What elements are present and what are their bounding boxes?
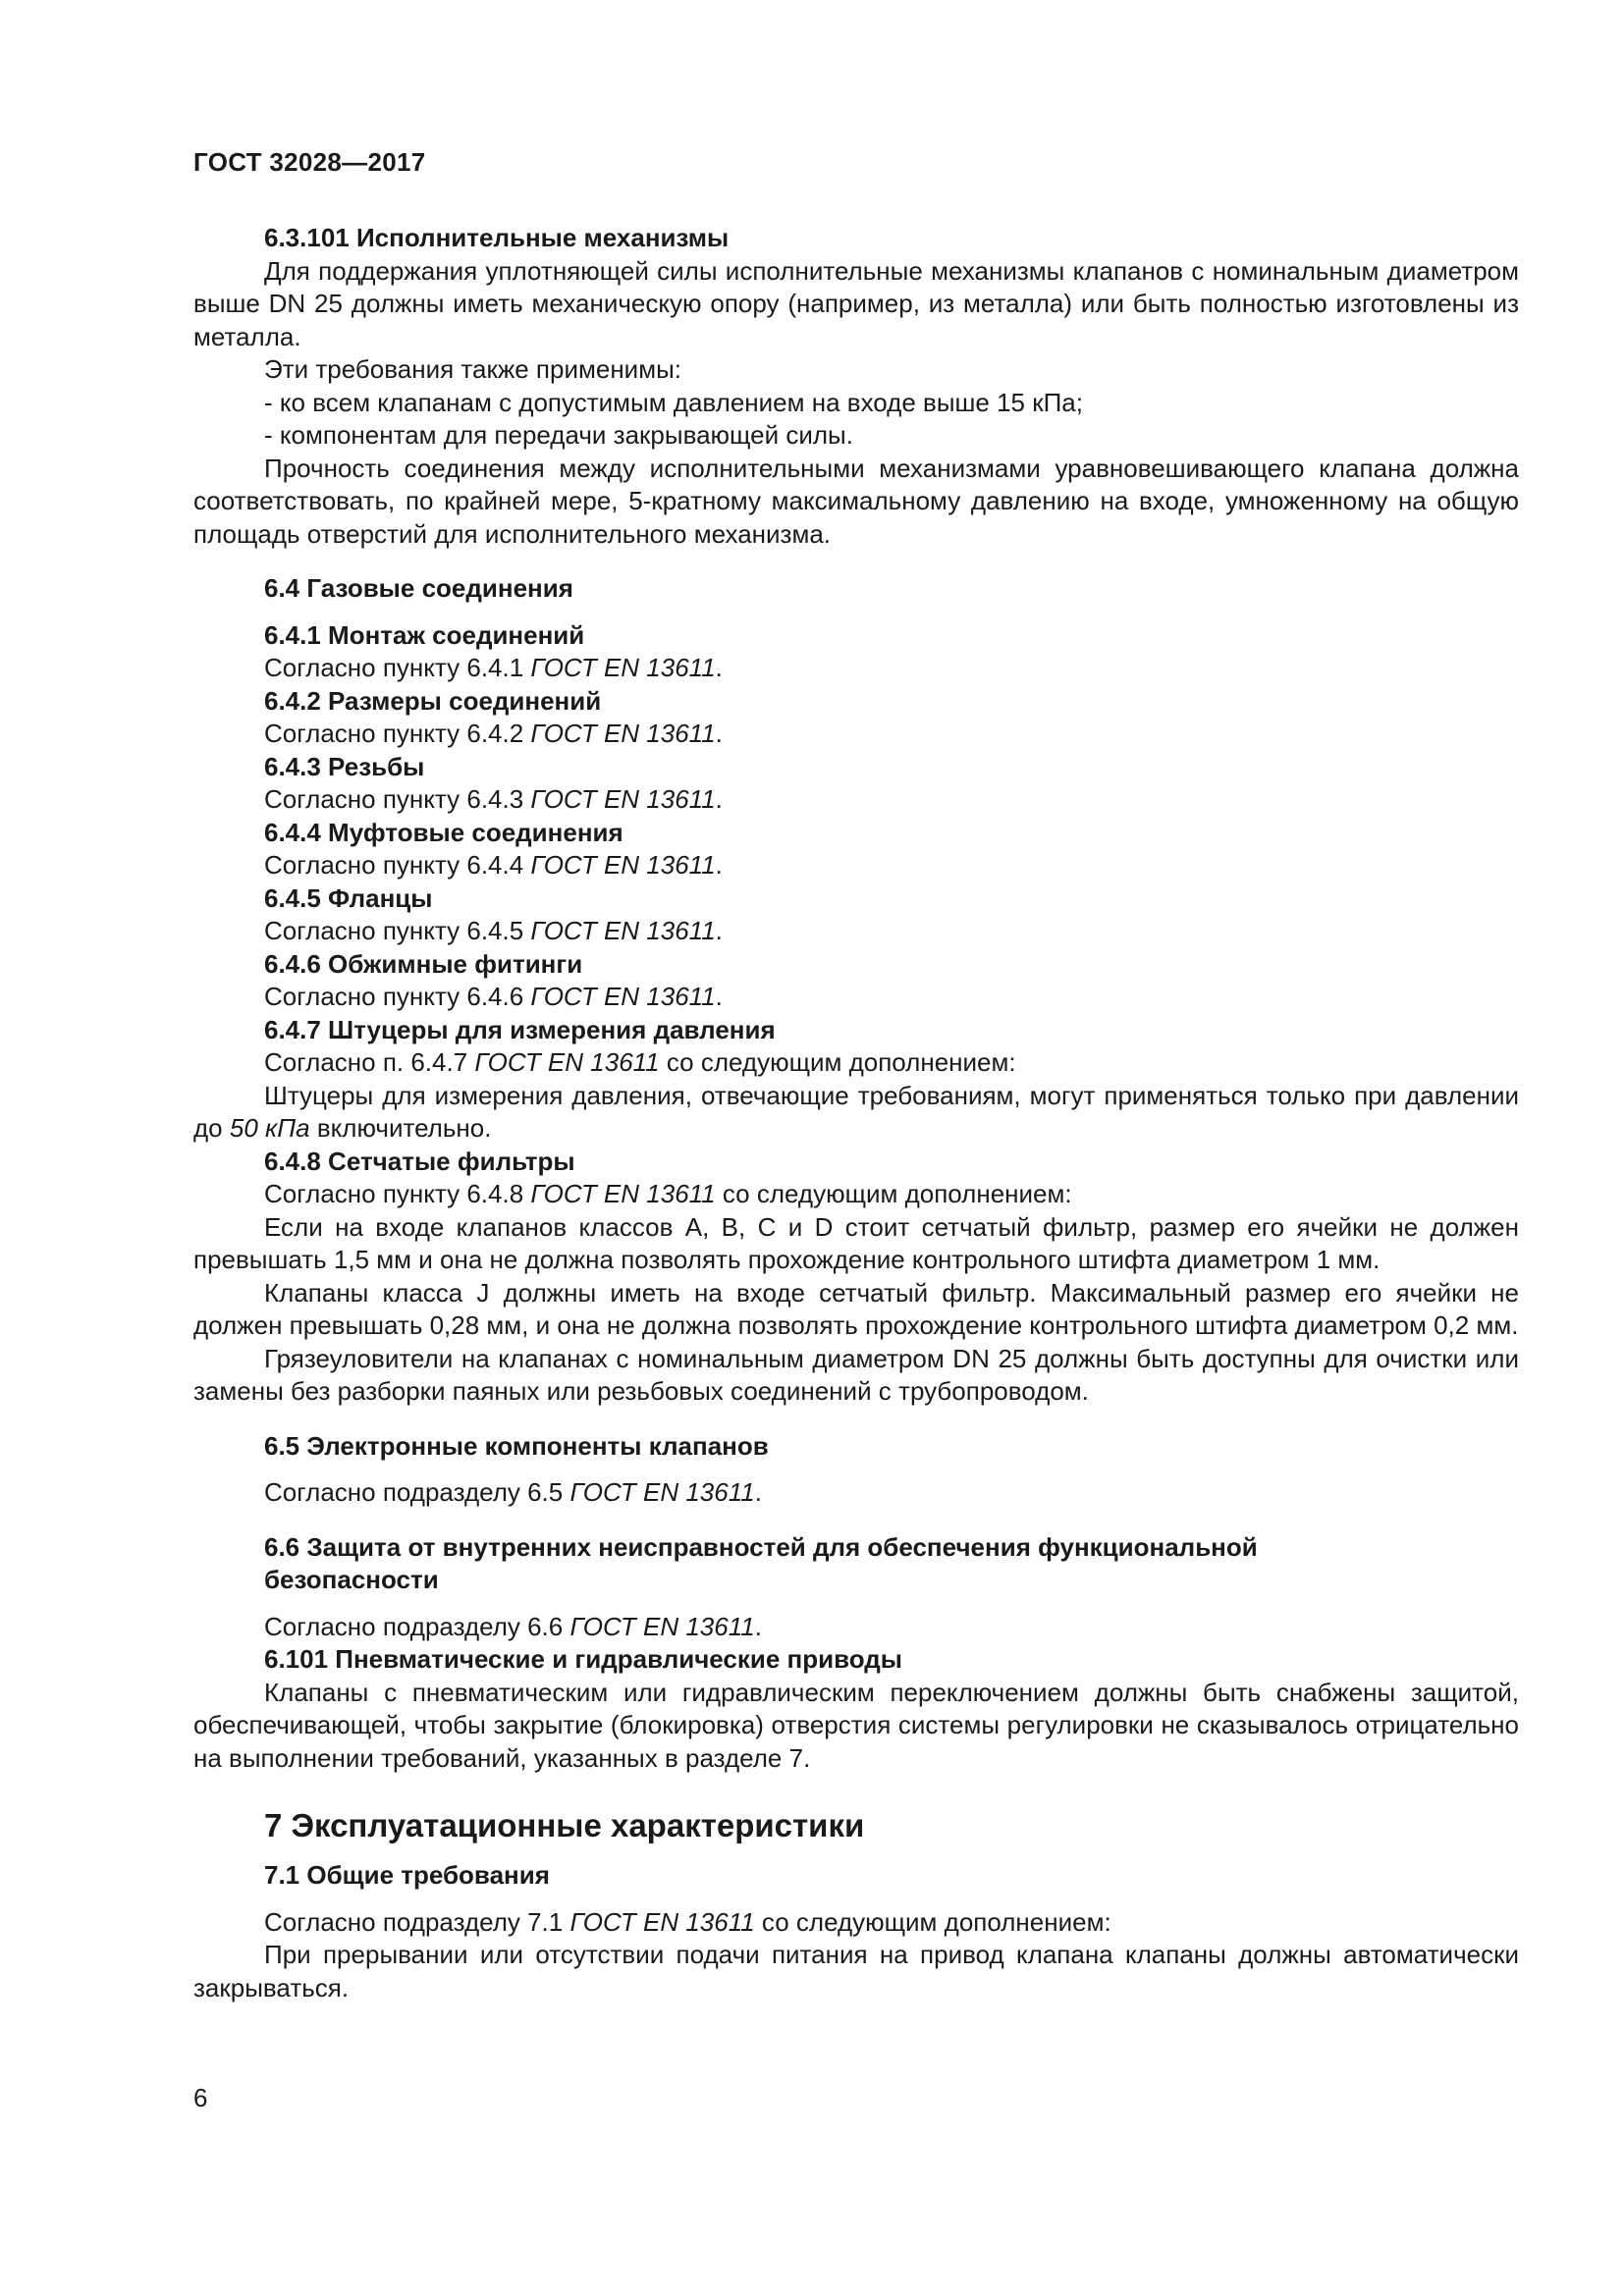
paragraph: Грязеуловители на клапанах с номинальным диаметром DN 25 должны быть доступны для очистки или замены без разборки паяных или резьбовых соединений с трубопроводом. xyxy=(193,1343,1519,1406)
document-code: ГОСТ 32028—2017 xyxy=(193,147,426,177)
paragraph: Эти требования также применимы: xyxy=(264,354,681,384)
paragraph: При прерывании или отсутствии подачи питания на привод клапана клапаны должны автоматически закрываться. xyxy=(193,1940,1519,2002)
subsection-title: 6.4.1 Монтаж соединений xyxy=(264,619,585,650)
subsection-list xyxy=(193,619,1519,1014)
content xyxy=(193,222,1519,2004)
subsection-title: 6.101 Пневматические и гидравлические приводы xyxy=(264,1644,903,1674)
paragraph: Если на входе клапанов классов A, B, C и D стоит сетчатый фильтр, размер его ячейки не должен превышать 1,5 мм и она не должна позволять прохождение контрольного штифта диаметром 1 мм. xyxy=(193,1211,1519,1274)
reference-line: Согласно пункту 6.4.8 ГОСТ EN 13611 со следующим дополнением: xyxy=(264,1179,1072,1208)
subsection-title: 6.4.4 Муфтовые соединения xyxy=(264,817,623,847)
reference-line: Согласно пункту 6.4.1 ГОСТ EN 13611. xyxy=(264,653,723,682)
reference-line: Согласно подразделу 6.5 ГОСТ EN 13611. xyxy=(264,1477,762,1507)
paragraph: Прочность соединения между исполнительными механизмами уравновешивающего клапана должна соответствовать, по крайней мере, 5-кратному максимальному давлению на входе, умноженному на общую площадь отверстий для исполнительного механизма. xyxy=(193,453,1519,549)
reference-line: Согласно пункту 6.4.6 ГОСТ EN 13611. xyxy=(264,982,723,1011)
reference-line: Согласно пункту 6.4.5 ГОСТ EN 13611. xyxy=(264,916,723,945)
reference-line: Согласно п. 6.4.7 ГОСТ EN 13611 со следующим дополнением: xyxy=(264,1047,1016,1077)
paragraph: Для поддержания уплотняющей силы исполнительные механизмы клапанов с номинальным диаметром выше DN 25 должны иметь механическую опору (например, из металла) или быть полностью изготовлены из металла. xyxy=(193,255,1519,351)
subsection-title: 6.4.6 Обжимные фитинги xyxy=(264,948,583,979)
subsection-title: 6.4.2 Размеры соединений xyxy=(264,685,602,716)
subsection-title: 6.4.3 Резьбы xyxy=(264,751,425,781)
subsection-title: 6.4.8 Сетчатые фильтры xyxy=(264,1146,575,1176)
subsection-title: 6.4.7 Штуцеры для измерения давления xyxy=(264,1014,776,1044)
paragraph: Штуцеры для измерения давления, отвечающие требованиям, могут применяться только при давлении до 50 кПа включительно. xyxy=(193,1080,1519,1143)
page-number: 6 xyxy=(193,2083,208,2112)
section-title: 6.3.101 Исполнительные механизмы xyxy=(264,223,730,252)
section-title: 6.6 Защита от внутренних неисправностей для обеспечения функциональной безопасности xyxy=(264,1531,1258,1594)
subsection-title: 6.4.5 Фланцы xyxy=(264,882,433,913)
section-title: 6.5 Электронные компоненты клапанов xyxy=(264,1430,769,1461)
paragraph: Клапаны с пневматическим или гидравлическим переключением должны быть снабжены защитой, обеспечивающей, чтобы закрытие (блокировка) отверстия системы регулировки не сказывалось отрицательно на выполнении требований, указанных в разделе 7. xyxy=(193,1677,1519,1773)
reference-line: Согласно подразделу 7.1 ГОСТ EN 13611 со следующим дополнением: xyxy=(264,1906,1111,1937)
reference-line: Согласно пункту 6.4.2 ГОСТ EN 13611. xyxy=(264,719,723,748)
chapter-title: 7 Эксплуатационные характеристики xyxy=(264,1807,865,1843)
section-title: 7.1 Общие требования xyxy=(264,1860,550,1890)
paragraph: Клапаны класса J должны иметь на входе сетчатый фильтр. Максимальный размер его ячейки не должен превышать 0,28 мм, и она не должна позволять прохождение контрольного штифта диаметром 0,2 мм. xyxy=(193,1277,1519,1340)
list-item: - ко всем клапанам с допустимым давлением на входе выше 15 кПа; xyxy=(264,387,1083,417)
list-item: - компонентам для передачи закрывающей силы. xyxy=(264,420,853,450)
section-title: 6.4 Газовые соединения xyxy=(264,573,573,603)
reference-line: Согласно пункту 6.4.4 ГОСТ EN 13611. xyxy=(264,850,723,880)
reference-line: Согласно подразделу 6.6 ГОСТ EN 13611. xyxy=(264,1611,762,1641)
reference-line: Согласно пункту 6.4.3 ГОСТ EN 13611. xyxy=(264,784,723,814)
